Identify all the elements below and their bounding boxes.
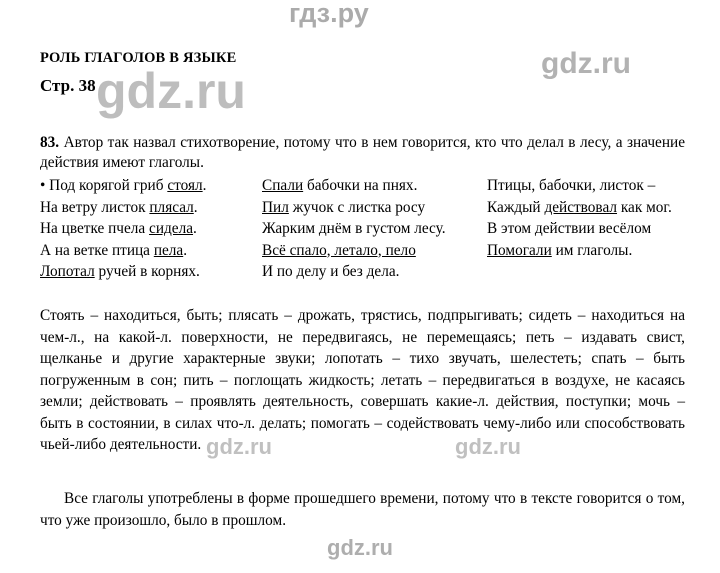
poem-line [262, 197, 487, 219]
definitions-paragraph: Стоять – находиться, быть; плясать – дрожать, трястись, подпрыгивать; сидеть – находиться на чем-л., на какой-л. поверхности, не передвигаясь, не перемещаясь; петь – издавать свист, щелканье и другие характерные звуки; лопотать – тихо звучать, шелестеть; спать – быть погруженным в сон; пить – поглощать жидкость; летать – передвигаться в воздухе, не касаясь земли; действовать – проявлять деятельность, совершать какие-л. действия, поступки; мочь – быть в состоянии, в силах что-л. делать; помогать – содействовать чему-либо или способствовать чьей-либо деятельности. [40, 307, 685, 454]
poem-line [40, 261, 262, 283]
task-paragraph [40, 133, 685, 173]
poem-text: . [183, 241, 188, 259]
poem-text: Птицы, бабочки, листок – [487, 177, 656, 194]
task-text: Автор так назвал стихотворение, потому что в нем говорится, кто что делал в лесу, а значение действия имеют глаголы. [40, 134, 685, 172]
poem-text: ручей в корнях. [94, 263, 200, 280]
underlined-verb: стоял [167, 177, 203, 194]
poem-text: На ветру листок [40, 198, 150, 216]
watermark-mid-right: gdz.ru [455, 434, 521, 459]
page-reference: Стр. 38 [40, 76, 96, 95]
poem-text: как мог. [617, 198, 672, 216]
poem-line [487, 218, 685, 240]
underlined-verb: сидела [149, 220, 194, 237]
poem-line [40, 218, 262, 240]
poem-text: . [193, 198, 198, 216]
poem-line [487, 197, 685, 219]
watermark-big-right: gdz.ru [541, 47, 631, 80]
poem-line [262, 218, 487, 240]
poem-text: жучок с листка росу [288, 198, 426, 216]
poem-line [487, 240, 685, 262]
poem-line [262, 240, 487, 262]
underlined-verb: действовал [544, 198, 618, 216]
poem-line [262, 261, 487, 283]
underlined-verb: Помогали [487, 241, 552, 259]
poem-line [40, 240, 262, 262]
poem-line [487, 261, 685, 283]
poem-column-2 [262, 175, 487, 283]
poem-text: Каждый [487, 198, 545, 216]
poem-column-1 [40, 175, 262, 283]
poem-line [40, 175, 262, 197]
poem-line [487, 175, 685, 197]
poem-text: На цветке пчела [40, 220, 150, 237]
poem-text: • Под корягой гриб [40, 177, 168, 194]
underlined-verb: пела [153, 241, 184, 259]
poem-text: . [193, 220, 197, 237]
poem-text: В этом действии весёлом [487, 220, 652, 237]
closing-paragraph: Все глаголы употреблены в форме прошедшего времени, потому что в тексте говорится о том, что уже произошло, было в прошлом. [40, 490, 685, 529]
poem-text: Жарким днём в густом лесу. [262, 220, 446, 237]
underlined-verb: плясал [149, 198, 194, 216]
task-number: 83. [40, 134, 60, 152]
poem-text: А на ветке птица [40, 241, 154, 259]
watermark-mid-left: gdz.ru [206, 434, 272, 459]
poem-text: И по делу и без дела. [262, 263, 400, 280]
poem-columns [40, 175, 685, 283]
watermark-top: гдз.ру [289, 0, 369, 28]
poem-text: бабочки на пнях. [303, 177, 418, 194]
watermark-big-left: gdz.ru [96, 63, 246, 119]
poem-column-3 [487, 175, 685, 283]
underlined-verb: Спали [262, 177, 304, 194]
underlined-verb: Пил [262, 198, 289, 216]
poem-text: им глаголы. [551, 241, 633, 259]
underlined-verb: Лопотал [40, 263, 95, 280]
poem-line [262, 175, 487, 197]
poem-text: . [202, 177, 207, 194]
underlined-verb: Всё спало, летало, пело [262, 241, 416, 259]
section-title: РОЛЬ ГЛАГОЛОВ В ЯЗЫКЕ [40, 50, 237, 66]
poem-line [40, 197, 262, 219]
watermark-bottom: gdz.ru [327, 535, 393, 560]
